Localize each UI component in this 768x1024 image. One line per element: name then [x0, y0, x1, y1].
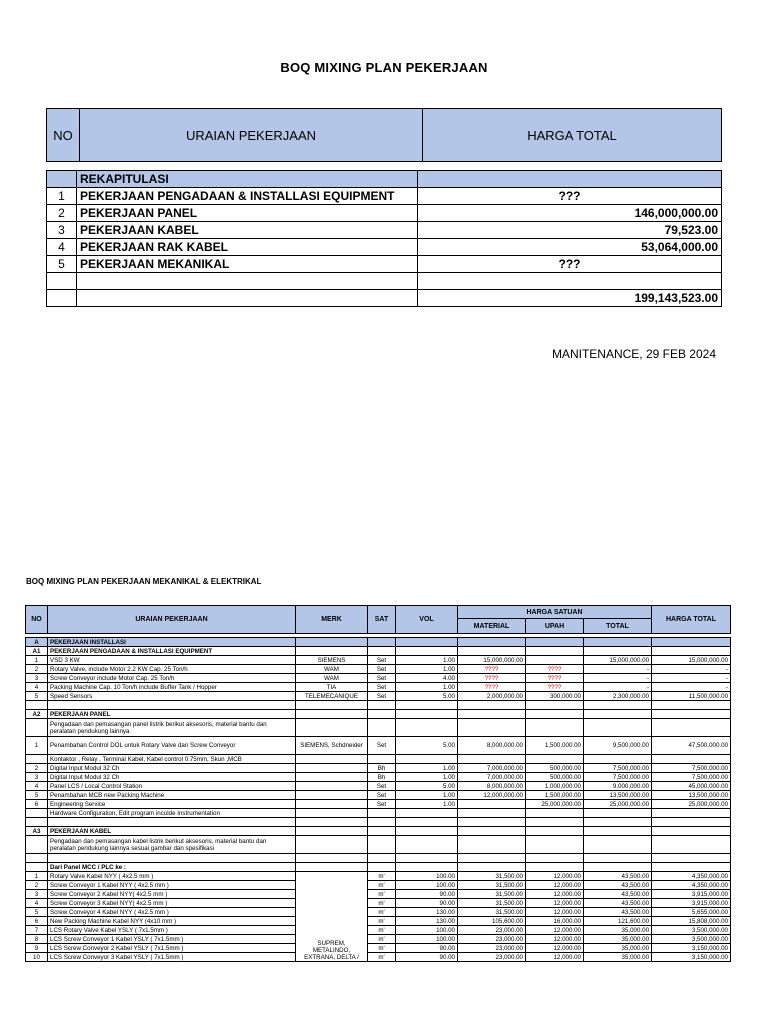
summary-row: 5 PEKERJAAN MEKANIKAL ???	[47, 256, 722, 273]
row-total: -	[584, 674, 652, 683]
row-material: ????	[458, 674, 526, 683]
row-total: 43,500.00	[584, 908, 652, 917]
row-vol: 5.00	[396, 782, 458, 791]
row-vol: 90.00	[396, 953, 458, 962]
col-total: TOTAL	[584, 619, 652, 634]
row-total: 121,600.00	[584, 917, 652, 926]
row-harga-total: 15,000,000.00	[652, 656, 731, 665]
row-no: 1	[26, 872, 48, 881]
row-sat: Bh	[368, 764, 396, 773]
row-no: 8	[26, 935, 48, 944]
row-no: 3	[26, 773, 48, 782]
col-merk: MERK	[296, 606, 368, 634]
table-row	[26, 917, 731, 926]
table-row	[26, 872, 731, 881]
row-harga-total: 3,150,000.00	[652, 953, 731, 962]
row-harga-total: 25,000,000.00	[652, 800, 731, 809]
row-merk	[296, 764, 368, 773]
row-desc: Rotary Valve Kabel NYY ( 4x2.5 mm )	[48, 872, 296, 881]
row-upah: 12,000.00	[526, 926, 584, 935]
row-no: 6	[26, 800, 48, 809]
header-no: NO	[47, 109, 80, 162]
row-merk: TELEMECANIQUE	[296, 692, 368, 701]
row-harga-total: 11,500,000.00	[652, 692, 731, 701]
row-material	[458, 800, 526, 809]
row-total: 13,500,000.00	[584, 791, 652, 800]
row-vol: 1.00	[396, 656, 458, 665]
table-row	[26, 881, 731, 890]
row-material: 23,000.00	[458, 944, 526, 953]
row-merk: SIEMENS	[296, 656, 368, 665]
row-vol: 5.00	[396, 692, 458, 701]
row-total: 25,000,000.00	[584, 800, 652, 809]
row-vol: 90.00	[396, 890, 458, 899]
row-vol: 1.00	[396, 764, 458, 773]
row-total: 7,500,000.00	[584, 773, 652, 782]
row-material: 105,600.00	[458, 917, 526, 926]
col-no: NO	[26, 606, 48, 634]
section-row: A2 PEKERJAAN PANEL	[26, 710, 731, 719]
row-upah: 12,000.00	[526, 908, 584, 917]
col-material: MATERIAL	[458, 619, 526, 634]
row-material: ????	[458, 683, 526, 692]
row-material: 31,500.00	[458, 890, 526, 899]
header-harga-total: HARGA TOTAL	[423, 109, 722, 162]
row-vol: 100.00	[396, 872, 458, 881]
row-merk: WAM	[296, 674, 368, 683]
row-merk	[296, 782, 368, 791]
row-sat: Set	[368, 800, 396, 809]
summary-total: 199,143,523.00	[418, 290, 722, 307]
row-upah: 500,000.00	[526, 773, 584, 782]
row-upah: ????	[526, 674, 584, 683]
row-no: 3	[26, 890, 48, 899]
row-sat: m'	[368, 872, 396, 881]
row-merk	[296, 800, 368, 809]
row-no: 4	[26, 899, 48, 908]
row-harga-total: 3,915,000.00	[652, 899, 731, 908]
row-merk: SUPREM, METALINDO, EXTRANA, DELTA /	[296, 872, 368, 962]
note-row: Hardware Configuration, Edit program inculde Instrumentation	[26, 809, 731, 818]
row-merk	[296, 791, 368, 800]
row-sat: m'	[368, 881, 396, 890]
row-upah: ????	[526, 665, 584, 674]
table-row	[26, 944, 731, 953]
row-total: 7,500,000.00	[584, 764, 652, 773]
row-material: 2,000,000.00	[458, 692, 526, 701]
row-desc: Screw Conveyor 1 Kabel NYY ( 4x2.5 mm )	[48, 881, 296, 890]
row-material: 31,500.00	[458, 908, 526, 917]
row-vol: 130.00	[396, 908, 458, 917]
intro-row: Pengadaan dan pemasangan kabel listrik berikut aksesoris, material bantu dan peralatan pendukung lainnya sesuai gambar dan spesifikasi	[26, 836, 731, 854]
col-sat: SAT	[368, 606, 396, 634]
table-row	[26, 656, 731, 665]
row-sat: m'	[368, 908, 396, 917]
row-harga-total: 7,500,000.00	[652, 764, 731, 773]
row-material: 31,500.00	[458, 881, 526, 890]
table-row	[26, 899, 731, 908]
row-no: 7	[26, 926, 48, 935]
row-upah: 12,000.00	[526, 944, 584, 953]
row-no: 5	[26, 908, 48, 917]
row-sat: Set	[368, 683, 396, 692]
row-desc: Screw Conveyor include Motor Cap. 25 Ton/h	[48, 674, 296, 683]
row-material: 8,000,000.00	[458, 782, 526, 791]
summary-section-row	[47, 171, 722, 188]
col-vol: VOL	[396, 606, 458, 634]
row-no: 5	[26, 692, 48, 701]
row-desc: Packing Machine Cap. 10 Ton/h include Buffer Tank / Hopper	[48, 683, 296, 692]
row-total: -	[584, 683, 652, 692]
row-material: 15,000,000.00	[458, 656, 526, 665]
detail-title: BOQ MIXING PLAN PEKERJAAN MEKANIKAL & ELEKTRIKAL	[26, 577, 262, 586]
row-harga-total: 5,655,000.00	[652, 908, 731, 917]
row-merk	[296, 773, 368, 782]
table-row	[26, 953, 731, 962]
summary-empty-row	[47, 273, 722, 290]
row-upah: 1,000,000.00	[526, 782, 584, 791]
row-no: 1	[26, 656, 48, 665]
row-desc: Screw Conveyor 3 Kabel NYY( 4x2.5 mm )	[48, 899, 296, 908]
row-upah: 12,000.00	[526, 935, 584, 944]
row-material: 7,000,000.00	[458, 773, 526, 782]
summary-total-row	[47, 290, 722, 307]
table-row	[26, 890, 731, 899]
row-upah: ????	[526, 683, 584, 692]
row-desc: LCS Rotary Valve Kabel YSLY ( 7x1.5mm )	[48, 926, 296, 935]
document-title: BOQ MIXING PLAN PEKERJAAN	[280, 60, 488, 75]
summary-row: 3 PEKERJAAN KABEL 79,523.00	[47, 222, 722, 239]
row-sat: Set	[368, 656, 396, 665]
spacer-row	[26, 818, 731, 827]
row-material: 23,000.00	[458, 926, 526, 935]
summary-section-label: REKAPITULASI	[77, 171, 418, 188]
row-vol: 1.00	[396, 800, 458, 809]
row-upah	[526, 656, 584, 665]
table-row: 1 Penambahan Control DOL untuk Rotary Valve dan Screw Conveyor SIEMENS, Schdneider Set 5.00 8,000,000.00 1,500,000.00 9,500,000.00 47,500,000.00	[26, 737, 731, 755]
summary-row: 4 PEKERJAAN RAK KABEL 53,064,000.00	[47, 239, 722, 256]
row-desc: Penambahan MCB new Packing Machine	[48, 791, 296, 800]
row-sat: m'	[368, 899, 396, 908]
section-row: A PEKERJAAN INSTALLASI	[26, 638, 731, 647]
row-total: 35,000.00	[584, 935, 652, 944]
row-total: -	[584, 665, 652, 674]
row-vol: 100.00	[396, 935, 458, 944]
summary-header-table	[46, 108, 722, 162]
row-no: 3	[26, 674, 48, 683]
row-desc: LCS Screw Conveyor 2 Kabel YSLY ( 7x1.5mm )	[48, 944, 296, 953]
table-row	[26, 908, 731, 917]
row-total: 2,300,000.00	[584, 692, 652, 701]
row-desc: LCS Screw Conveyor 1 Kabel YSLY ( 7x1.5mm )	[48, 935, 296, 944]
row-material: 23,000.00	[458, 935, 526, 944]
col-uraian: URAIAN PEKERJAAN	[48, 606, 296, 634]
row-desc: LCS Screw Conveyor 3 Kabel YSLY ( 7x1.5mm )	[48, 953, 296, 962]
row-no: 4	[26, 782, 48, 791]
table-row	[26, 692, 731, 701]
maintenance-note: MANITENANCE, 29 FEB 2024	[551, 347, 716, 361]
row-upah: 12,000.00	[526, 881, 584, 890]
row-no: 6	[26, 917, 48, 926]
row-total: 9,000,000.00	[584, 782, 652, 791]
row-total: 15,000,000.00	[584, 656, 652, 665]
table-row	[26, 683, 731, 692]
header-uraian: URAIAN PEKERJAAN	[80, 109, 423, 162]
row-vol: 90.00	[396, 899, 458, 908]
row-harga-total: 4,350,000.00	[652, 881, 731, 890]
row-sat: Bh	[368, 773, 396, 782]
col-harga-satuan: HARGA SATUAN	[458, 606, 652, 619]
row-upah: 25,000,000.00	[526, 800, 584, 809]
row-sat: Set	[368, 692, 396, 701]
row-total: 43,500.00	[584, 899, 652, 908]
row-harga-total: -	[652, 683, 731, 692]
row-harga-total: 7,500,000.00	[652, 773, 731, 782]
summary-table	[46, 170, 722, 307]
row-merk: TIA	[296, 683, 368, 692]
row-sat: m'	[368, 935, 396, 944]
row-no: 2	[26, 764, 48, 773]
row-harga-total: 3,915,000.00	[652, 890, 731, 899]
row-total: 35,000.00	[584, 944, 652, 953]
row-harga-total: 3,150,000.00	[652, 944, 731, 953]
row-sat: m'	[368, 944, 396, 953]
row-total: 35,000.00	[584, 953, 652, 962]
row-material: ????	[458, 665, 526, 674]
table-row	[26, 764, 731, 773]
table-row	[26, 800, 731, 809]
table-row	[26, 926, 731, 935]
row-harga-total: 3,500,000.00	[652, 926, 731, 935]
row-desc: Screw Conveyor 2 Kabel NYY( 4x2.5 mm )	[48, 890, 296, 899]
row-sat: Set	[368, 674, 396, 683]
row-desc: Panel LCS / Local Control Station	[48, 782, 296, 791]
row-desc: Speed Sensors	[48, 692, 296, 701]
row-total: 43,500.00	[584, 890, 652, 899]
summary-row: 2 PEKERJAAN PANEL 146,000,000.00	[47, 205, 722, 222]
row-sat: Set	[368, 665, 396, 674]
row-total: 35,000.00	[584, 926, 652, 935]
row-desc: Rotary Valve, include Motor 2.2 KW Cap. 25 Ton/h	[48, 665, 296, 674]
table-row	[26, 791, 731, 800]
row-vol: 130.00	[396, 917, 458, 926]
row-material: 23,000.00	[458, 953, 526, 962]
table-row	[26, 782, 731, 791]
row-sat: m'	[368, 917, 396, 926]
row-upah: 16,000.00	[526, 917, 584, 926]
row-total: 43,500.00	[584, 872, 652, 881]
row-desc: Screw Conveyor 4 Kabel NYY ( 4x2.5 mm )	[48, 908, 296, 917]
row-desc: Digital Input Modul 32 Ch	[48, 764, 296, 773]
section-row: A1 PEKERJAAN PENGADAAN & INSTALLASI EQUIPMENT	[26, 647, 731, 656]
row-harga-total: -	[652, 665, 731, 674]
row-upah: 1,500,000.00	[526, 791, 584, 800]
row-total: 43,500.00	[584, 881, 652, 890]
table-row	[26, 674, 731, 683]
row-upah: 300,000.00	[526, 692, 584, 701]
row-vol: 1.00	[396, 791, 458, 800]
detail-table	[25, 605, 731, 962]
row-vol: 4.00	[396, 674, 458, 683]
row-no: 9	[26, 944, 48, 953]
row-vol: 1.00	[396, 773, 458, 782]
row-vol: 100.00	[396, 926, 458, 935]
row-desc: Engineering Service	[48, 800, 296, 809]
col-upah: UPAH	[526, 619, 584, 634]
row-sat: Set	[368, 782, 396, 791]
row-harga-total: 13,500,000.00	[652, 791, 731, 800]
row-no: 2	[26, 881, 48, 890]
note-row: Kontaktor , Relay , Terminal Kabel, Kabel control 0.75mm, Skun ,MCB	[26, 755, 731, 764]
row-harga-total: -	[652, 674, 731, 683]
spacer-row	[26, 701, 731, 710]
section-row: A3 PEKERJAAN KABEL	[26, 827, 731, 836]
spacer-row	[26, 854, 731, 863]
row-harga-total: 3,500,000.00	[652, 935, 731, 944]
row-material: 31,500.00	[458, 899, 526, 908]
row-sat: Set	[368, 791, 396, 800]
row-no: 10	[26, 953, 48, 962]
table-row	[26, 773, 731, 782]
col-harga-total: HARGA TOTAL	[652, 606, 731, 634]
intro-row: Pengadaan dan pemasangan panel listrik berikut aksesoris, material bantu dan peralatan pendukung lainnya	[26, 719, 731, 737]
note-row: Dari Panel MCC / PLC ke :	[26, 863, 731, 872]
row-desc: New Packing Machine Kabel NYY (4x10 mm )	[48, 917, 296, 926]
row-no: 5	[26, 791, 48, 800]
table-row	[26, 665, 731, 674]
row-no: 2	[26, 665, 48, 674]
row-desc: Digital Input Modul 32 Ch	[48, 773, 296, 782]
row-material: 7,000,000.00	[458, 764, 526, 773]
row-upah: 500,000.00	[526, 764, 584, 773]
row-harga-total: 45,000,000.00	[652, 782, 731, 791]
row-sat: m'	[368, 926, 396, 935]
row-harga-total: 4,350,000.00	[652, 872, 731, 881]
row-material: 12,000,000.00	[458, 791, 526, 800]
row-desc: VSD 3 KW	[48, 656, 296, 665]
row-vol: 100.00	[396, 881, 458, 890]
row-no: 4	[26, 683, 48, 692]
row-vol: 1.00	[396, 665, 458, 674]
row-vol: 1.00	[396, 683, 458, 692]
table-row	[26, 935, 731, 944]
row-sat: m'	[368, 890, 396, 899]
row-sat: m'	[368, 953, 396, 962]
row-material: 31,500.00	[458, 872, 526, 881]
row-merk: WAM	[296, 665, 368, 674]
row-upah: 12,000.00	[526, 953, 584, 962]
row-vol: 90.00	[396, 944, 458, 953]
row-upah: 12,000.00	[526, 872, 584, 881]
row-upah: 12,000.00	[526, 899, 584, 908]
row-upah: 12,000.00	[526, 890, 584, 899]
row-harga-total: 15,808,000.00	[652, 917, 731, 926]
summary-row: 1 PEKERJAAN PENGADAAN & INSTALLASI EQUIPMENT ???	[47, 188, 722, 205]
